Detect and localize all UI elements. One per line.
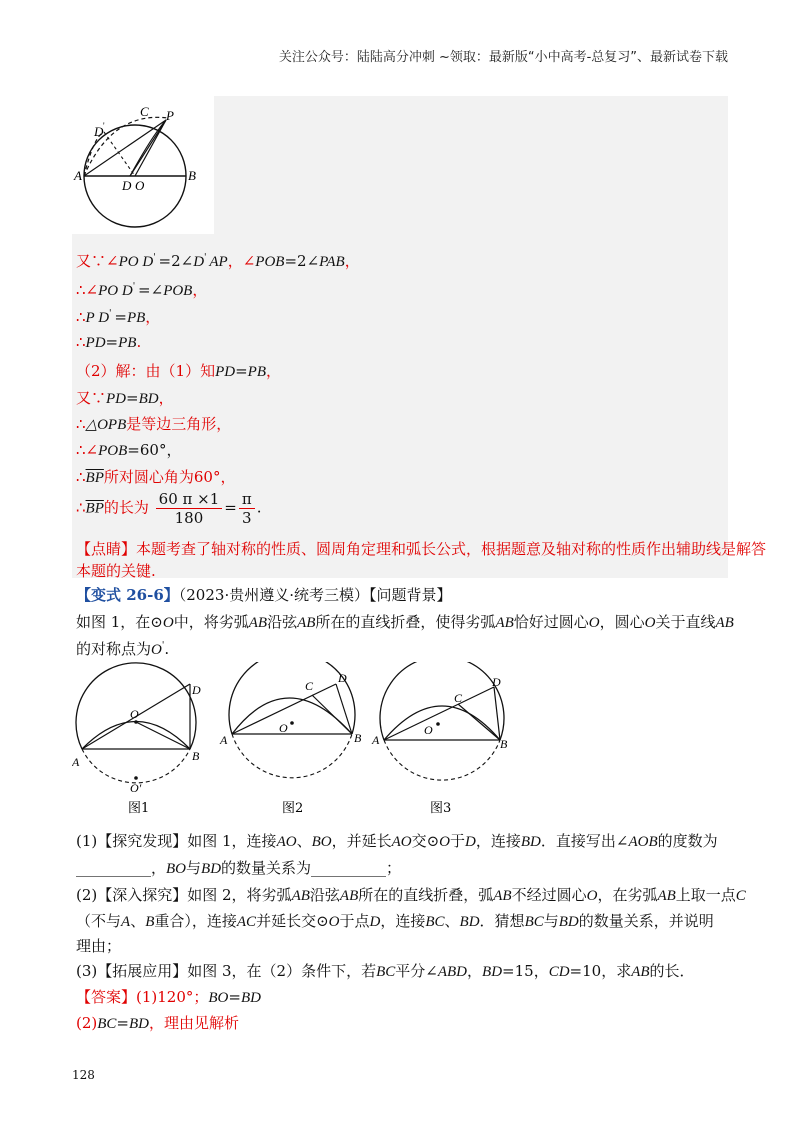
figure-circle-fold	[72, 96, 214, 234]
solution-line-4: ∴PD=PB.	[76, 333, 142, 351]
fig1-label-B: B	[188, 168, 196, 183]
fig-b-label-A: A	[220, 733, 228, 747]
variant-intro-2: 的对称点为O'.	[76, 640, 170, 658]
fig-a-label-D: D	[192, 683, 201, 697]
fig-a-label-O: O	[130, 707, 139, 721]
figures-row	[72, 662, 532, 822]
fig-a-caption: 图1	[128, 801, 150, 816]
question-2-line-2: （不与A、B重合），连接AC并延长交⊙O于点D，连接BC、BD．猜想BC与BD的数量关系，并说明	[76, 912, 714, 930]
answer-line-1: 【答案】(1)120°；BO=BD	[76, 988, 261, 1006]
pi-over-3-fraction: $\frac{\pi}{3}$	[239, 490, 255, 527]
solution-line-3: ∴P D' =PB，	[76, 308, 161, 326]
fig-c-label-B: B	[500, 737, 508, 751]
solution-line-1: 又∵∠PO D' =2∠D' AP，∠POB=2∠PAB，	[76, 252, 360, 270]
solution-line-7: ∴△OPB是等边三角形，	[76, 415, 232, 433]
question-3: (3)【拓展应用】如图 3，在（2）条件下，若BC平分∠ABD，BD=15，CD=10，求AB的长．	[76, 962, 695, 980]
fig1-label-A: A	[74, 168, 82, 183]
fig-a-label-B: B	[192, 749, 200, 763]
question-1-line-1: (1)【探究发现】如图 1，连接AO、BO，并延长AO交⊙O于D，连接BD．直接写出∠AOB的度数为	[76, 832, 718, 850]
fig-b-label-D: D	[338, 671, 347, 685]
fig-c-caption: 图3	[430, 801, 452, 816]
fig-b-label-B: B	[354, 731, 362, 745]
answer-blank-2[interactable]: __________	[311, 859, 387, 877]
fig1-label-P: P	[166, 108, 174, 123]
figure-3	[371, 662, 508, 816]
arc-length-fraction: $\frac{60 \pi \times 1}{180}$	[156, 490, 223, 527]
fig1-label-D: D	[122, 178, 132, 193]
fig-c-label-D: D	[492, 675, 501, 689]
fig-c-label-C: C	[454, 691, 463, 705]
solution-line-8: ∴∠POB=60°，	[76, 441, 182, 459]
fig-c-label-O: O	[424, 723, 433, 737]
comment-line-1: 【点睛】本题考查了轴对称的性质、圆周角定理和弧长公式，根据题意及轴对称的性质作出辅助线是解答	[76, 540, 767, 558]
comment-line-2: 本题的关键.	[76, 562, 156, 580]
question-2-line-3: 理由；	[76, 937, 122, 955]
page-number: 128	[72, 1068, 95, 1082]
figure-1	[72, 663, 201, 816]
solution-line-9: $\therefore\overline{BP}$所对圆心角为60°，	[76, 468, 236, 486]
fig1-label-O: O	[135, 178, 145, 193]
fig-b-caption: 图2	[282, 801, 304, 816]
fig1-label-prime: '	[103, 121, 105, 131]
page-header: 关注公众号：陆陆高分冲刺 ~领取：最新版“小中高考-总复习”、最新试卷下载	[278, 50, 728, 65]
solution-line-2: ∴∠PO D' =∠POB，	[76, 281, 208, 299]
variant-intro-1: 如图 1，在⊙O中，将劣弧AB沿弦AB所在的直线折叠，使得劣弧AB恰好过圆心O，圆心O关于直线AB	[76, 613, 734, 631]
answer-blank-1[interactable]: __________	[76, 859, 151, 877]
solution-line-10: $\therefore\overline{BP}$的长为 $\frac{60 \pi \times 1}{180}$ = $\frac{\pi}{3}$ .	[76, 490, 262, 527]
fig1-label-C: C	[140, 104, 149, 119]
fig-b-label-C: C	[305, 679, 314, 693]
figure-2	[219, 662, 362, 816]
solution-line-5: （2）解：由（1）知PD=PB，	[76, 362, 282, 380]
fig-c-label-A: A	[372, 733, 380, 747]
fig-a-label-O-prime: O′	[130, 781, 142, 795]
fig1-label-D1: D	[94, 124, 104, 139]
question-1-line-2: __________，BO与BD的数量关系为__________；	[76, 859, 402, 877]
fig-b-label-O: O	[279, 721, 288, 735]
solution-line-6: 又∵PD=BD，	[76, 389, 174, 407]
variant-heading: 【变式 26-6】（2023·贵州遵义·统考三模）【问题背景】	[76, 586, 452, 604]
question-2-line-1: (2)【深入探究】如图 2，将劣弧AB沿弦AB所在的直线折叠，弧AB不经过圆心O，在劣弧AB上取一点C	[76, 886, 746, 904]
fig-a-label-A: A	[72, 755, 80, 769]
answer-line-2: (2)BC=BD，理由见解析	[76, 1014, 240, 1032]
